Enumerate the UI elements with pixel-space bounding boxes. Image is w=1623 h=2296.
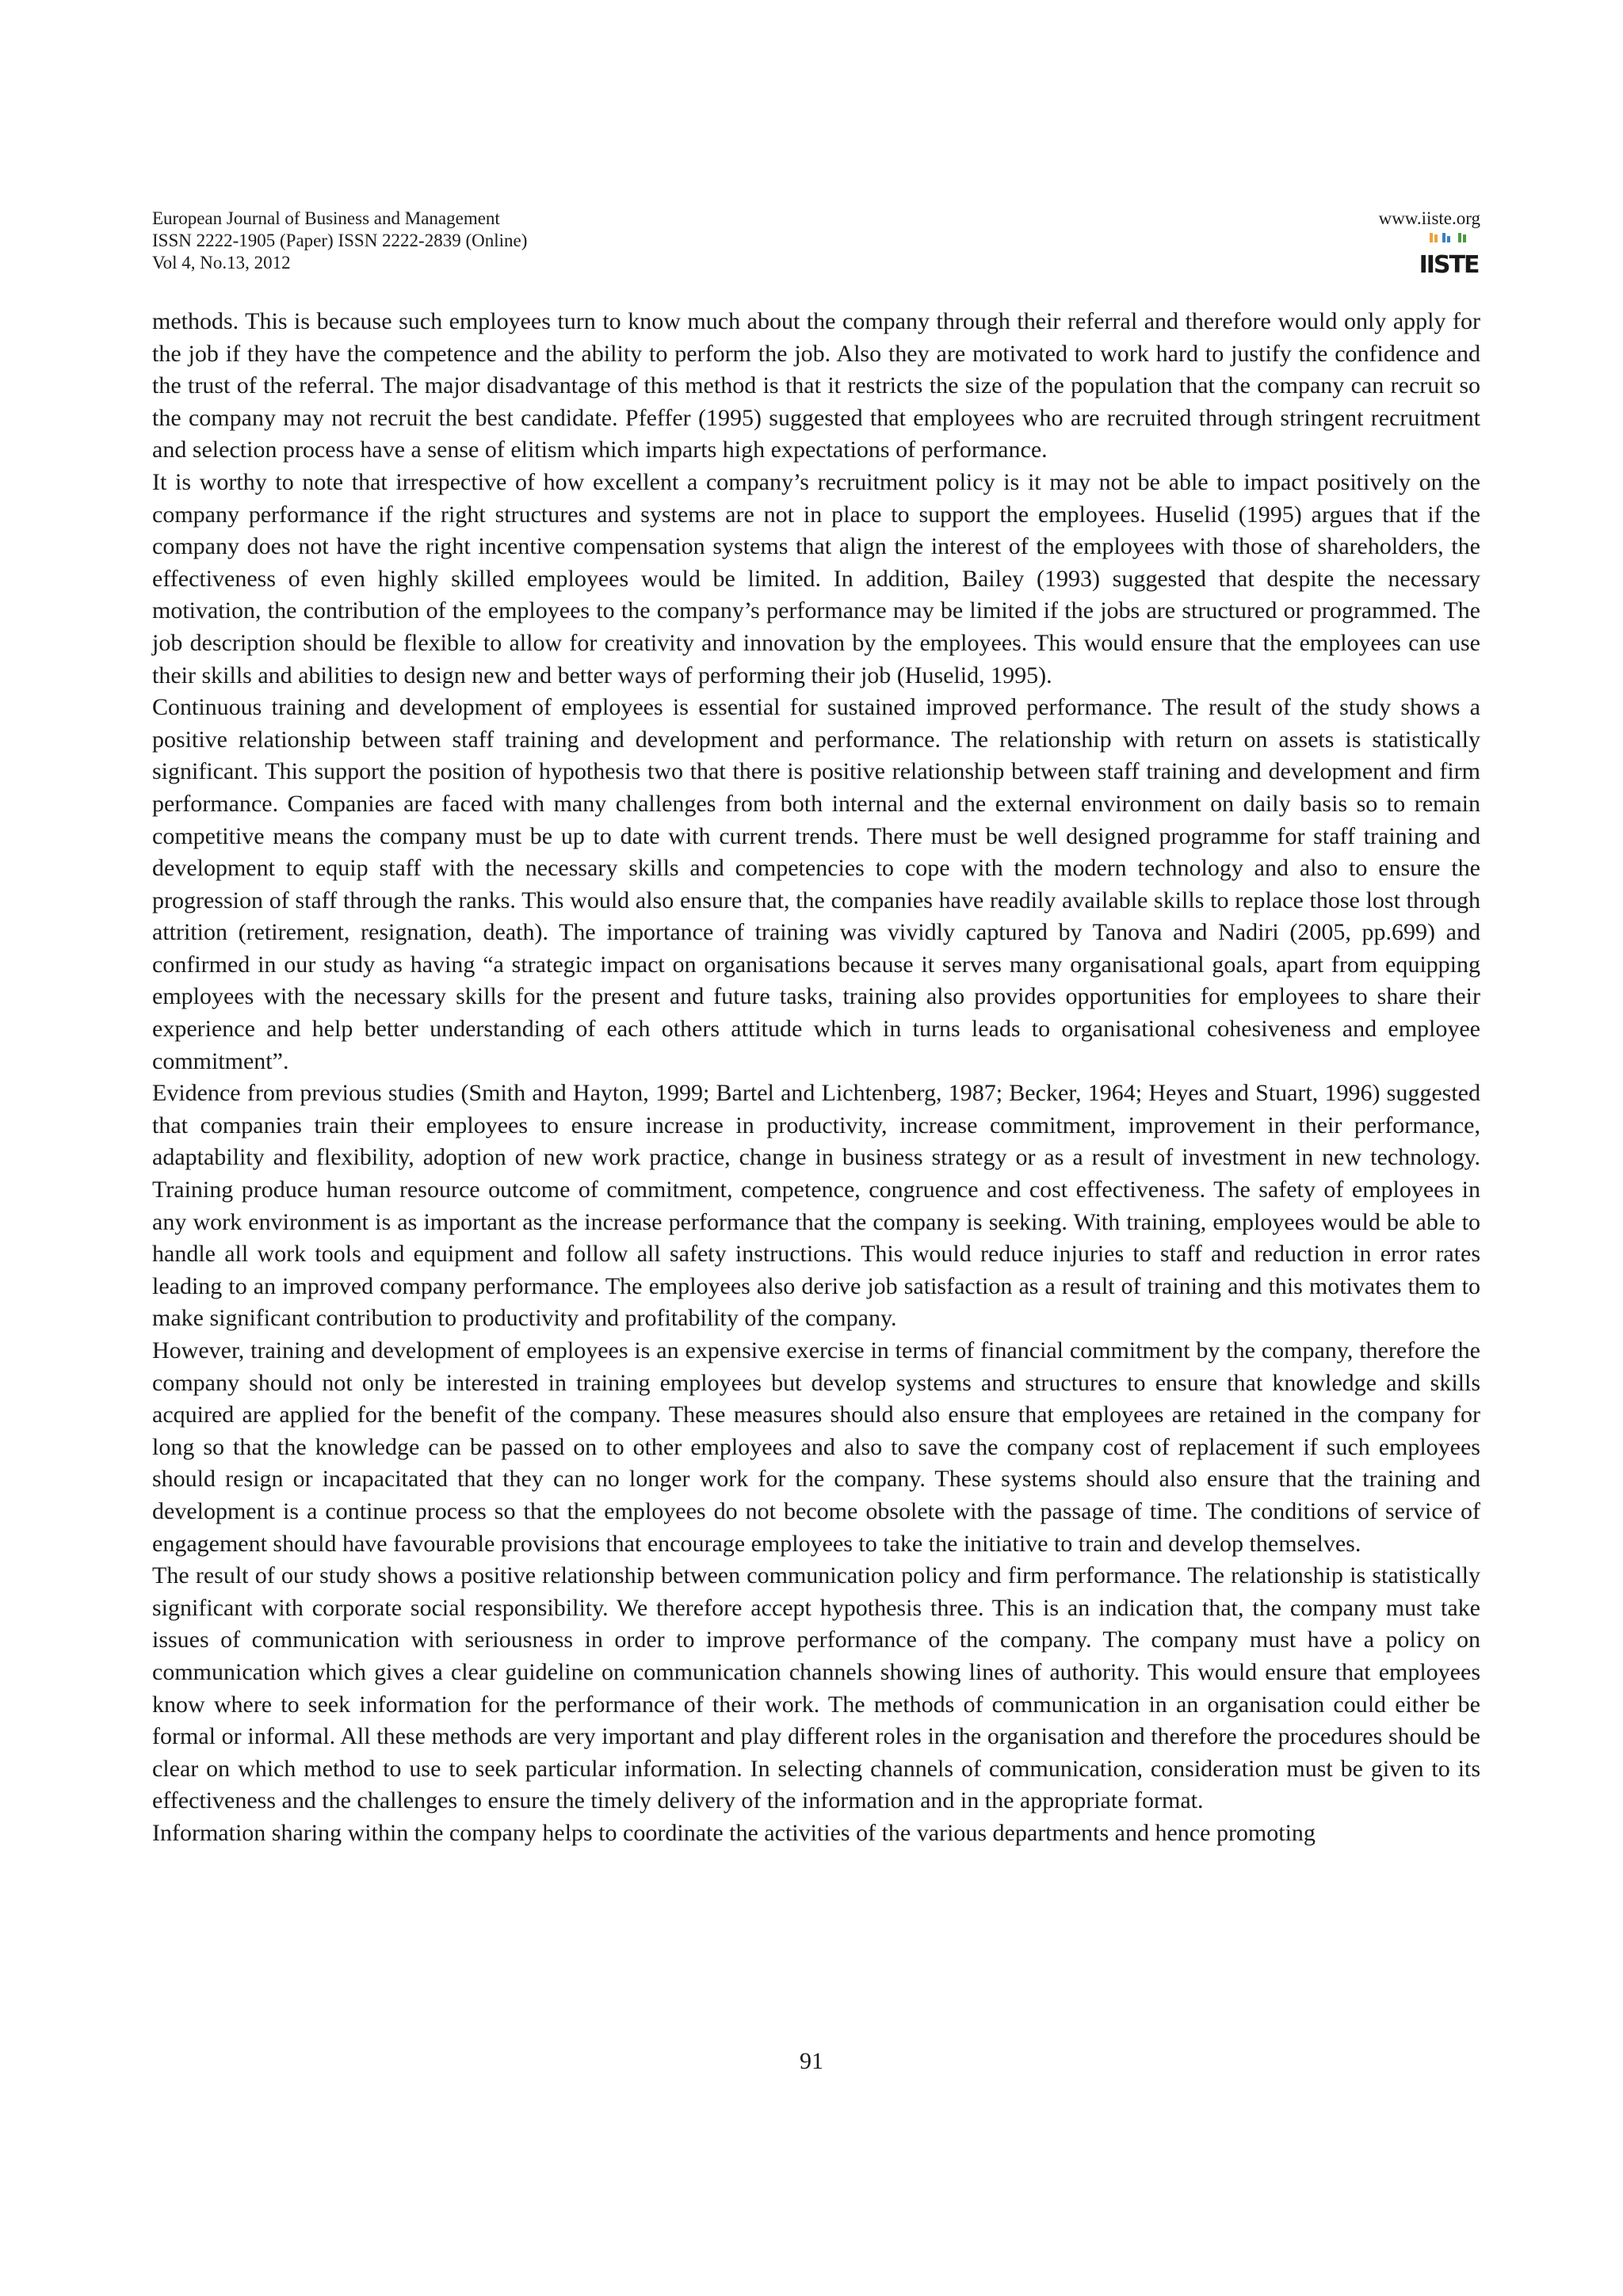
paragraph: Information sharing within the company helps to coordinate the activities of the various departments and hence promoting — [152, 1819, 1316, 1846]
paragraph: methods. This is because such employees turn to know much about the company through their referral and therefore would only apply for the job if they have the competence and the ability to perform the job. Also they are motivated to work hard to justify the confidence and the trust of the referral. The major disadvantage of this method is that it restricts the size of the population that the company can recruit so the company may not recruit the best candidate. Pfeffer (1995) suggested that employees who are recruited through stringent recruitment and selection process have a sense of elitism which imparts high expectations of performance. — [152, 308, 1480, 463]
article-body — [152, 306, 1480, 1850]
journal-issn: ISSN 2222-1905 (Paper) ISSN 2222-2839 (Online) — [152, 231, 528, 250]
page-header — [152, 208, 1491, 287]
paragraph: It is worthy to note that irrespective of how excellent a company’s recruitment policy is it may not be able to impact positively on the company performance if the right structures and systems are not in place to support the employees. Huselid (1995) argues that if the company does not have the right incentive compensation systems that align the interest of the employees with those of shareholders, the effectiveness of even highly skilled employees would be limited. In addition, Bailey (1993) suggested that despite the necessary motivation, the contribution of the employees to the company’s performance may be limited if the jobs are structured or programmed. The job description should be flexible to allow for creativity and innovation by the employees. This would ensure that the employees can use their skills and abilities to design new and better ways of performing their job (Huselid, 1995). — [152, 468, 1480, 688]
journal-volume: Vol 4, No.13, 2012 — [152, 253, 291, 273]
paragraph: The result of our study shows a positive relationship between communication policy and firm performance. The relationship is statistically significant with corporate social responsibility. We therefore accept hypothesis three. This is an indication that, the company must take issues of communication with seriousness in order to improve performance of the company. The company must have a policy on communication which gives a clear guideline on communication channels showing lines of authority. This would ensure that employees know where to seek information for the performance of their work. The methods of communication in an organisation could either be formal or informal. All these methods are very important and play different roles in the organisation and therefore the procedures should be clear on which method to use to seek particular information. In selecting channels of communication, consideration must be given to its effectiveness and the challenges to ensure the timely delivery of the information and in the appropriate format. — [152, 1562, 1480, 1814]
journal-info — [152, 208, 527, 274]
paragraph: Evidence from previous studies (Smith and Hayton, 1999; Bartel and Lichtenberg, 1987; Becker, 1964; Heyes and Stuart, 1996) suggested that companies train their employees to ensure increase in productivity, increase commitment, improvement in their performance, adaptability and flexibility, adoption of new work practice, change in business strategy or as a result of investment in new technology. Training produce human resource outcome of commitment, competence, congruence and cost effectiveness. The safety of employees in any work environment is as important as the increase performance that the company is seeking. With training, employees would be able to handle all work tools and equipment and follow all safety instructions. This would reduce injuries to staff and reduction in error rates leading to an improved company performance. The employees also derive job satisfaction as a result of training and this motivates them to make significant contribution to productivity and profitability of the company. — [152, 1080, 1480, 1332]
logo-text: IISTE — [1419, 251, 1479, 279]
journal-title: European Journal of Business and Management — [152, 208, 500, 228]
iiste-logo-icon — [1419, 231, 1479, 280]
journal-website[interactable]: www.iiste.org — [1378, 208, 1480, 228]
paragraph: However, training and development of employees is an expensive exercise in terms of financial commitment by the company, therefore the company should not only be interested in training employees but develop systems and structures to ensure that knowledge and skills acquired are applied for the benefit of the company. These measures should also ensure that employees are retained in the company for long so that the knowledge can be passed on to other employees and also to save the company cost of replacement if such employees should resign or incapacitated that they can no longer work for the company. These systems should also ensure that the training and development is a continue process so that the employees do not become obsolete with the passage of time. The conditions of service of engagement should have favourable provisions that encourage employees to take the initiative to train and develop themselves. — [152, 1337, 1480, 1557]
page-number: 91 — [800, 2048, 823, 2074]
paragraph: Continuous training and development of employees is essential for sustained improved performance. The result of the study shows a positive relationship between staff training and development and performance. The relationship with return on assets is statistically significant. This support the position of hypothesis two that there is positive relationship between staff training and development and firm performance. Companies are faced with many challenges from both internal and the external environment on daily basis so to remain competitive means the company must be up to date with current trends. There must be well designed programme for staff training and development to equip staff with the necessary skills and competencies to cope with the modern technology and also to ensure the progression of staff through the ranks. This would also ensure that, the companies have readily available skills to replace those lost through attrition (retirement, resignation, death). The importance of training was vividly captured by Tanova and Nadiri (2005, pp.699) and confirmed in our study as having “a strategic impact on organisations because it serves many organisational goals, apart from equipping employees with the necessary skills for the present and future tasks, training also provides opportunities for employees to share their experience and help better understanding of each others attitude which in turns leads to organisational cohesiveness and employee commitment”. — [152, 694, 1480, 1074]
